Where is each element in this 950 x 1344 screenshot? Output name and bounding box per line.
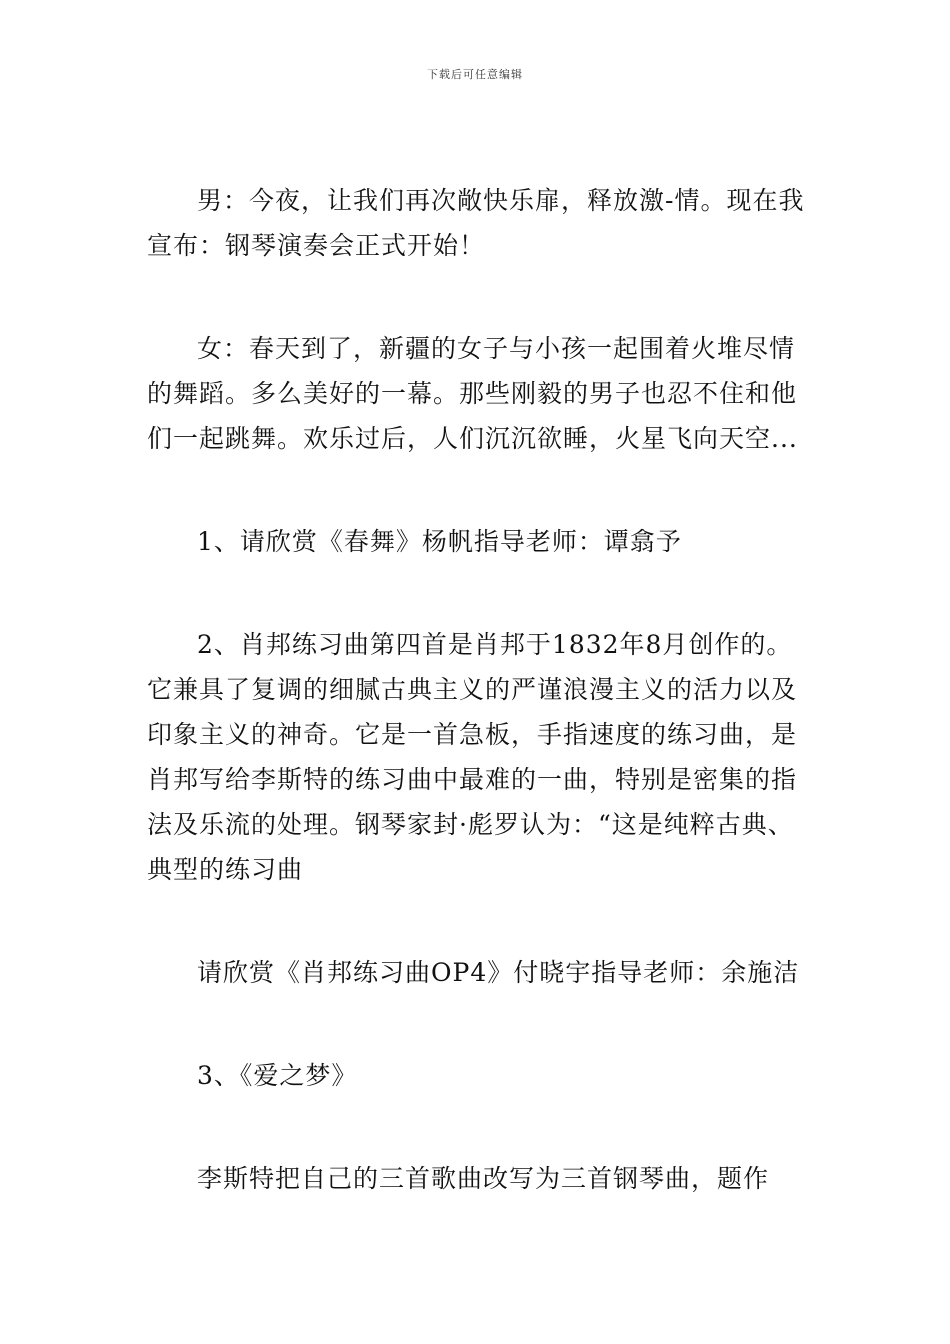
paragraph-opening-male: 男：今夜，让我们再次敞快乐扉，释放激-情。现在我宣布：钢琴演奏会正式开始！ (147, 186, 805, 260)
page-header-note: 下载后可任意编辑 (427, 68, 523, 81)
paragraph-item-2-invite: 请欣赏《肖邦练习曲OP4》付晓宇指导老师：余施洁 (197, 958, 800, 987)
paragraph-item-1: 1、请欣赏《春舞》杨帆指导老师：谭翕予 (197, 527, 682, 556)
paragraph-item-3-title: 3、《爱之梦》 (197, 1061, 358, 1090)
paragraph-item-3-description: 李斯特把自己的三首歌曲改写为三首钢琴曲，题作 (197, 1164, 770, 1193)
paragraph-opening-female: 女：春天到了，新疆的女子与小孩一起围着火堆尽情的舞蹈。多么美好的一幕。那些刚毅的男子也忍不住和他们一起跳舞。欢乐过后，人们沉沉欲睡，火星飞向天空... (147, 334, 798, 453)
document-body (147, 178, 807, 1201)
paragraph-item-2-description: 2、肖邦练习曲第四首是肖邦于1832年8月创作的。它兼具了复调的细腻古典主义的严谨浪漫主义的活力以及印象主义的神奇。它是一首急板，手指速度的练习曲，是肖邦写给李斯特的练习曲中最难的一曲，特别是密集的指法及乐流的处理。钢琴家封·彪罗认为：“这是纯粹古典、典型的练习曲 (147, 630, 798, 884)
